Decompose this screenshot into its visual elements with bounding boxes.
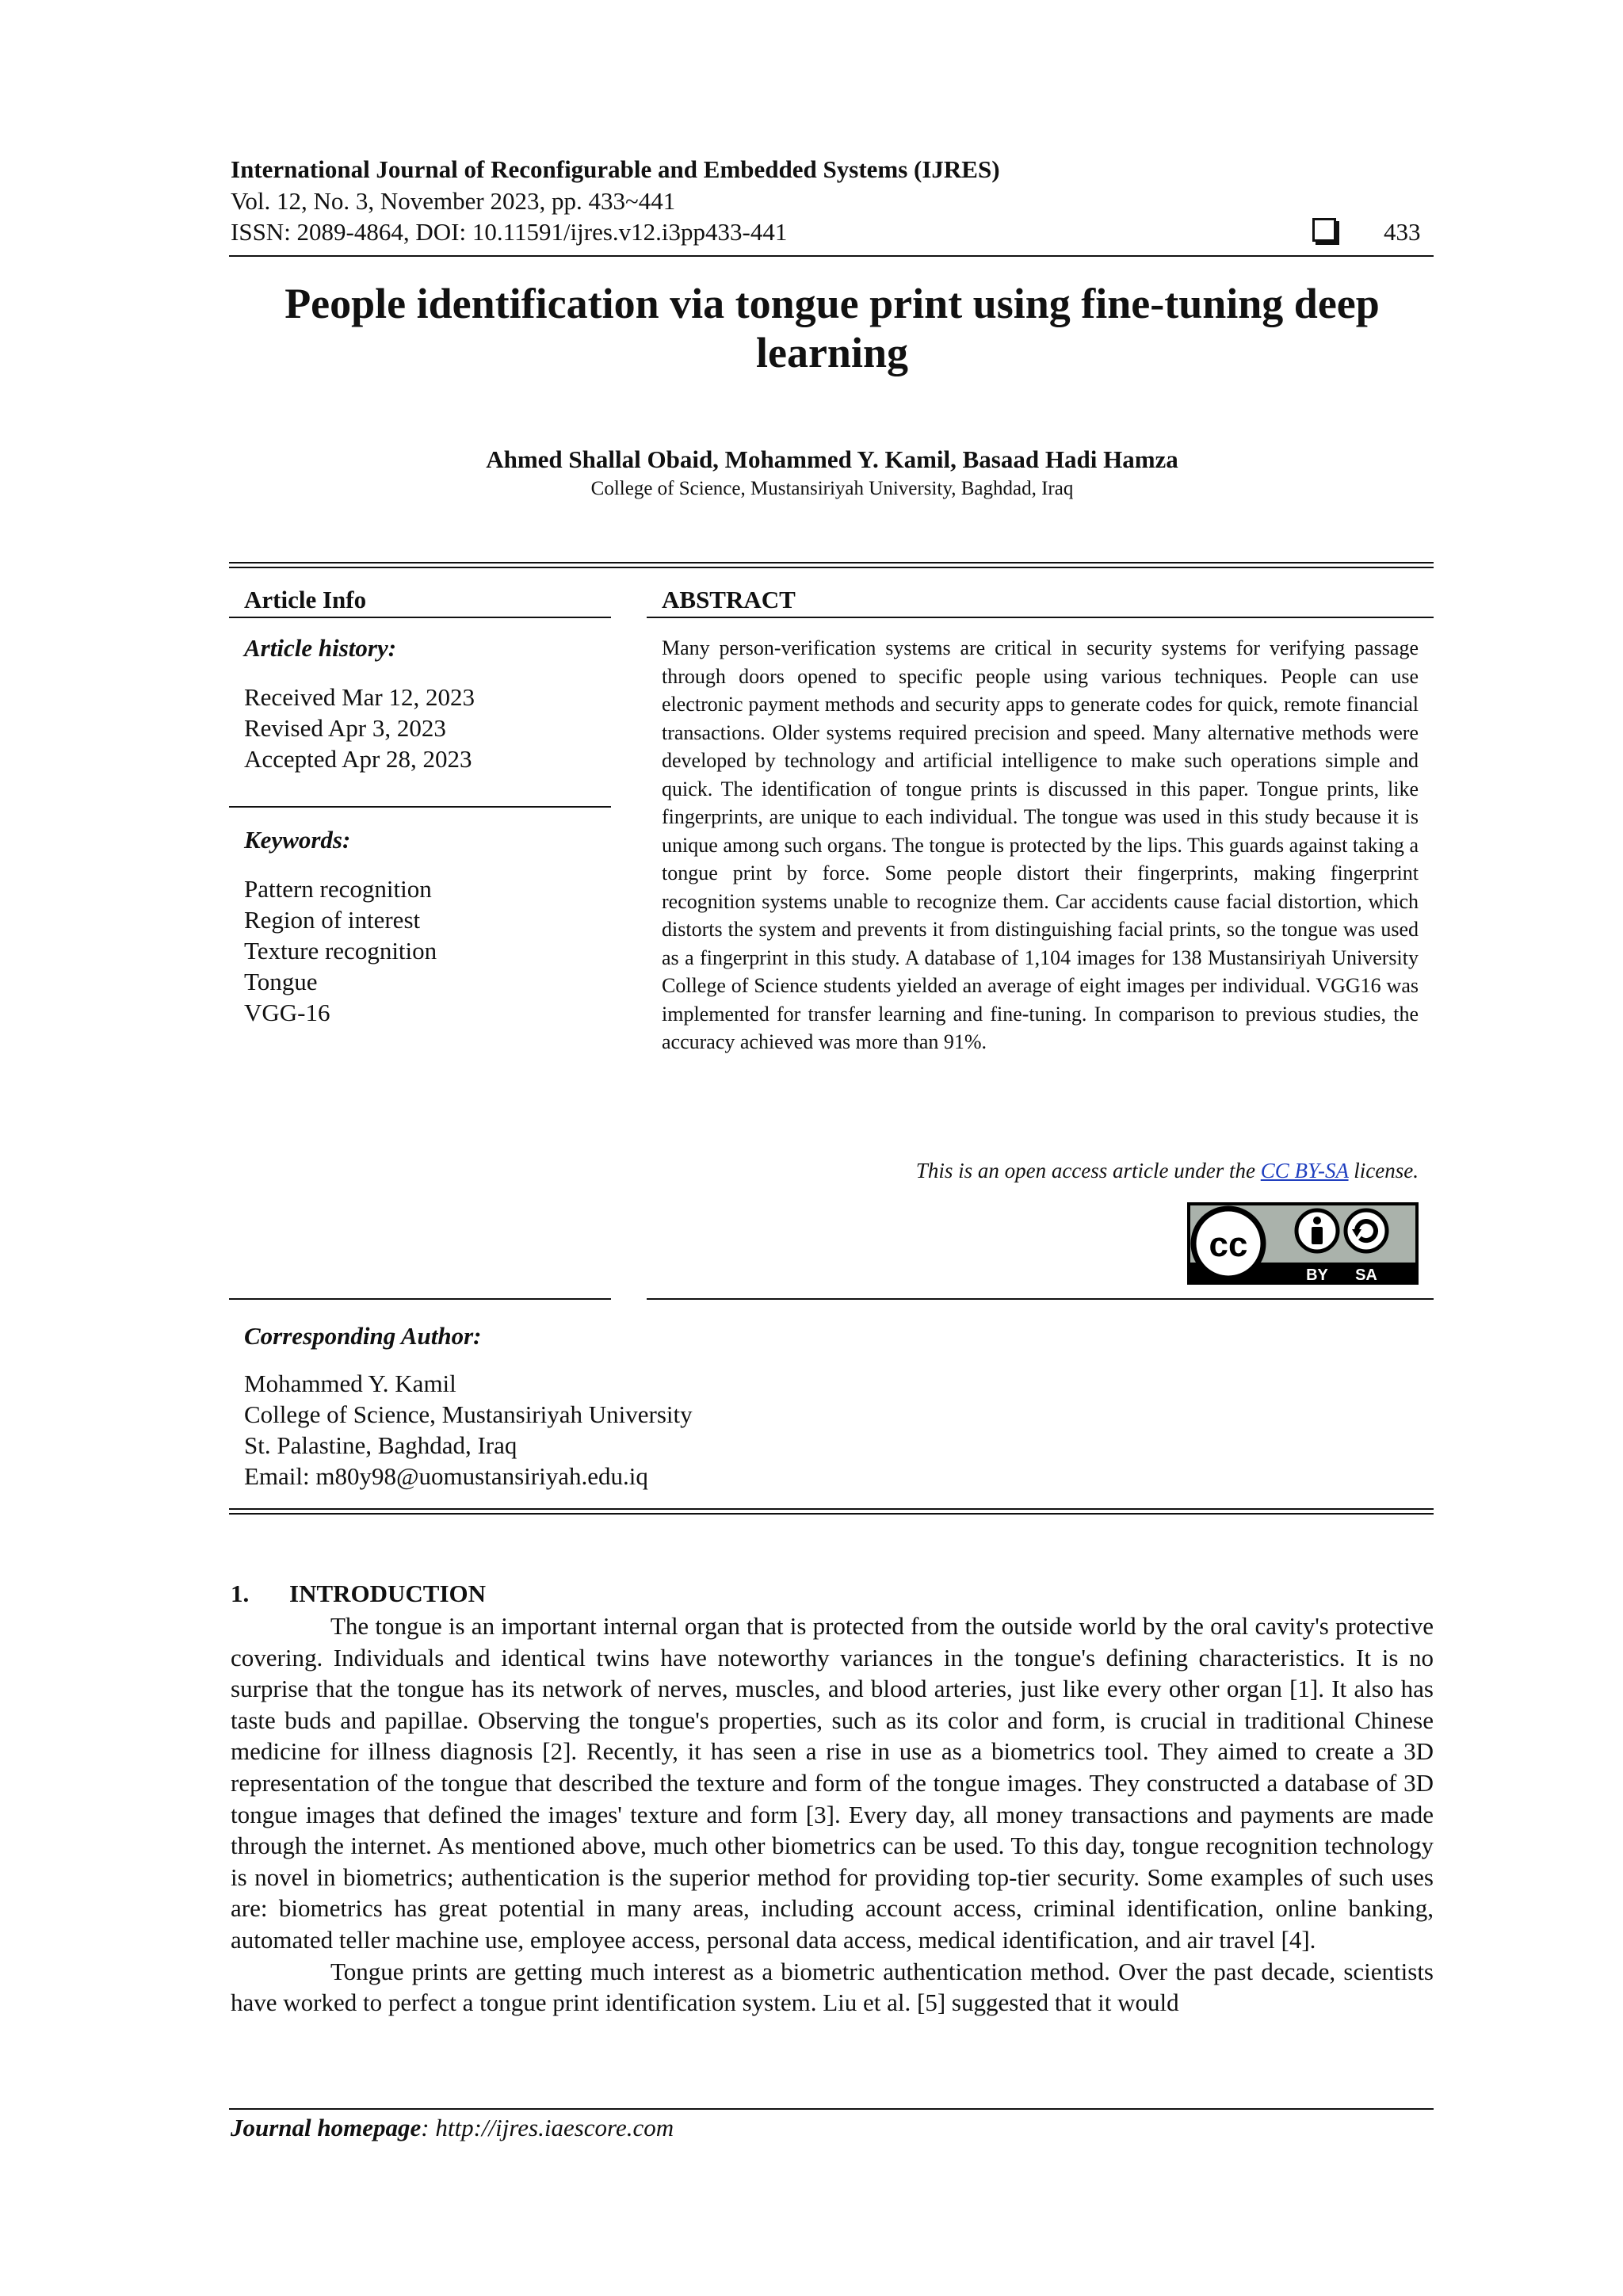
page-number: 433 <box>1384 218 1421 246</box>
intro-paragraph: The tongue is an important internal organ that is protected from the outside world by the oral cavity's protective covering. Individuals and identical twins have noteworthy variances in the tongue's defining characteristics. It is no surprise that the tongue has its network of nerves, muscles, and blood arteries, just like every other organ [1]. It also has taste buds and papillae. Observing the tongue's properties, such as its color and form, is crucial in traditional Chinese medicine for illness diagnosis [2]. Recently, it has seen a rise in use as a biometrics tool. They aimed to create a 3D representation of the tongue that described the texture and form of the tongue images. They constructed a database of 3D tongue images that defined the images' texture and form [3]. Every day, all money transactions and payments are made through the internet. As mentioned above, much other biometrics can be used. To this day, tongue recognition technology is novel in biometrics; authentication is the superior method for providing top-tier security. Some examples of such uses are: biometrics has great potential in many areas, including account access, criminal identification, online banking, automated teller machine use, employee access, personal data access, medical identification, and air travel [4]. <box>231 1612 1434 1954</box>
abstract-rule <box>647 617 1434 618</box>
journal-issn-doi: ISSN: 2089-4864, DOI: 10.11591/ijres.v12.i3pp433-441 <box>231 218 788 246</box>
keyword-item: Region of interest <box>244 906 421 934</box>
footer-rule <box>229 2108 1434 2110</box>
journal-name: International Journal of Reconfigurable and Embedded Systems (IJRES) <box>231 155 1000 183</box>
svg-text:SA: SA <box>1355 1266 1377 1284</box>
journal-homepage <box>231 2114 674 2142</box>
article-info-rule <box>229 617 611 618</box>
intro-paragraph: Tongue prints are getting much interest as a biometric authentication method. Over the past decade, scientists have worked to perfect a tongue print identification system. Liu et al. [5] suggested that it would <box>231 1957 1434 2017</box>
svg-text:cc: cc <box>1209 1225 1248 1264</box>
history-received: Received Mar 12, 2023 <box>244 683 475 711</box>
corresponding-institution: College of Science, Mustansiriyah University <box>244 1400 693 1428</box>
homepage-url[interactable]: : http://ijres.iaescore.com <box>421 2114 674 2141</box>
header-rule <box>229 255 1434 257</box>
keyword-item: Pattern recognition <box>244 875 432 903</box>
license-statement <box>662 1159 1419 1183</box>
history-accepted: Accepted Apr 28, 2023 <box>244 745 472 773</box>
article-history-heading: Article history: <box>244 634 397 662</box>
section-number: 1. <box>231 1580 250 1607</box>
paper-authors: Ahmed Shallal Obaid, Mohammed Y. Kamil, Basaad Hadi Hamza <box>486 445 1178 473</box>
homepage-label: Journal homepage <box>231 2114 422 2141</box>
paper-title: People identification via tongue print using fine-tuning deep learning <box>285 280 1380 376</box>
keyword-item: VGG-16 <box>244 999 330 1026</box>
author-affiliation: College of Science, Mustansiriyah University, Baghdad, Iraq <box>590 478 1074 499</box>
svg-text:BY: BY <box>1306 1266 1328 1284</box>
corresponding-author-details <box>244 1368 693 1492</box>
history-rule <box>229 806 611 808</box>
info-right-bottom-rule <box>647 1298 1434 1300</box>
license-prefix: This is an open access article under the <box>915 1159 1261 1182</box>
section-title: INTRODUCTION <box>289 1580 487 1607</box>
info-left-bottom-rule <box>229 1298 611 1300</box>
corresponding-address: St. Palastine, Baghdad, Iraq <box>244 1431 517 1459</box>
corresponding-name: Mohammed Y. Kamil <box>244 1370 456 1397</box>
info-box-bottom-rule <box>229 1508 1434 1515</box>
keywords-list <box>244 873 437 1028</box>
journal-volume: Vol. 12, No. 3, November 2023, pp. 433~441 <box>231 187 676 215</box>
cc-by-sa-badge[interactable] <box>1187 1202 1419 1285</box>
page-number-area <box>1312 217 1421 247</box>
keyword-item: Texture recognition <box>244 937 437 965</box>
article-history-list <box>244 682 475 774</box>
corresponding-email: Email: m80y98@uomustansiriyah.edu.iq <box>244 1462 648 1490</box>
corresponding-author-heading: Corresponding Author: <box>244 1322 482 1350</box>
history-revised: Revised Apr 3, 2023 <box>244 714 446 742</box>
share-alike-icon <box>1346 1210 1387 1251</box>
square-bullet-icon <box>1312 218 1336 242</box>
keyword-item: Tongue <box>244 968 318 995</box>
license-link[interactable]: CC BY-SA <box>1260 1159 1349 1182</box>
article-info-heading: Article Info <box>244 586 367 613</box>
license-suffix: license. <box>1348 1159 1419 1182</box>
introduction-body <box>231 1610 1434 2019</box>
keywords-heading: Keywords: <box>244 826 351 854</box>
abstract-heading: ABSTRACT <box>662 586 796 613</box>
info-box-top-rule <box>229 562 1434 568</box>
introduction-heading <box>231 1580 486 1608</box>
abstract-text: Many person-verification systems are critical in security systems for verifying passage through doors opened to specific people using various techniques. People can use electronic payment methods and security apps to generate codes for quick, remote financial transactions. Older systems required precision and speed. Many alternative methods were developed by technology and artificial intelligence to make such operations simple and quick. The identification of tongue prints is discussed in this paper. Tongue prints, like fingerprints, are unique to each individual. The tongue was used in this study because it is unique among such organs. The tongue is protected by the lips. This guards against taking a tongue print by force. Some people distort their fingerprints, making fingerprint recognition systems unable to recognize them. Car accidents cause facial distortion, which distorts the system and prevents it from distinguishing facial prints, so the tongue was used as a fingerprint in this study. A database of 1,104 images for 138 Mustansiriyah University College of Science students yielded an average of eight images per individual. VGG16 was implemented for transfer learning and fine-tuning. In comparison to previous studies, the accuracy achieved was more than 91%. <box>662 636 1419 1053</box>
